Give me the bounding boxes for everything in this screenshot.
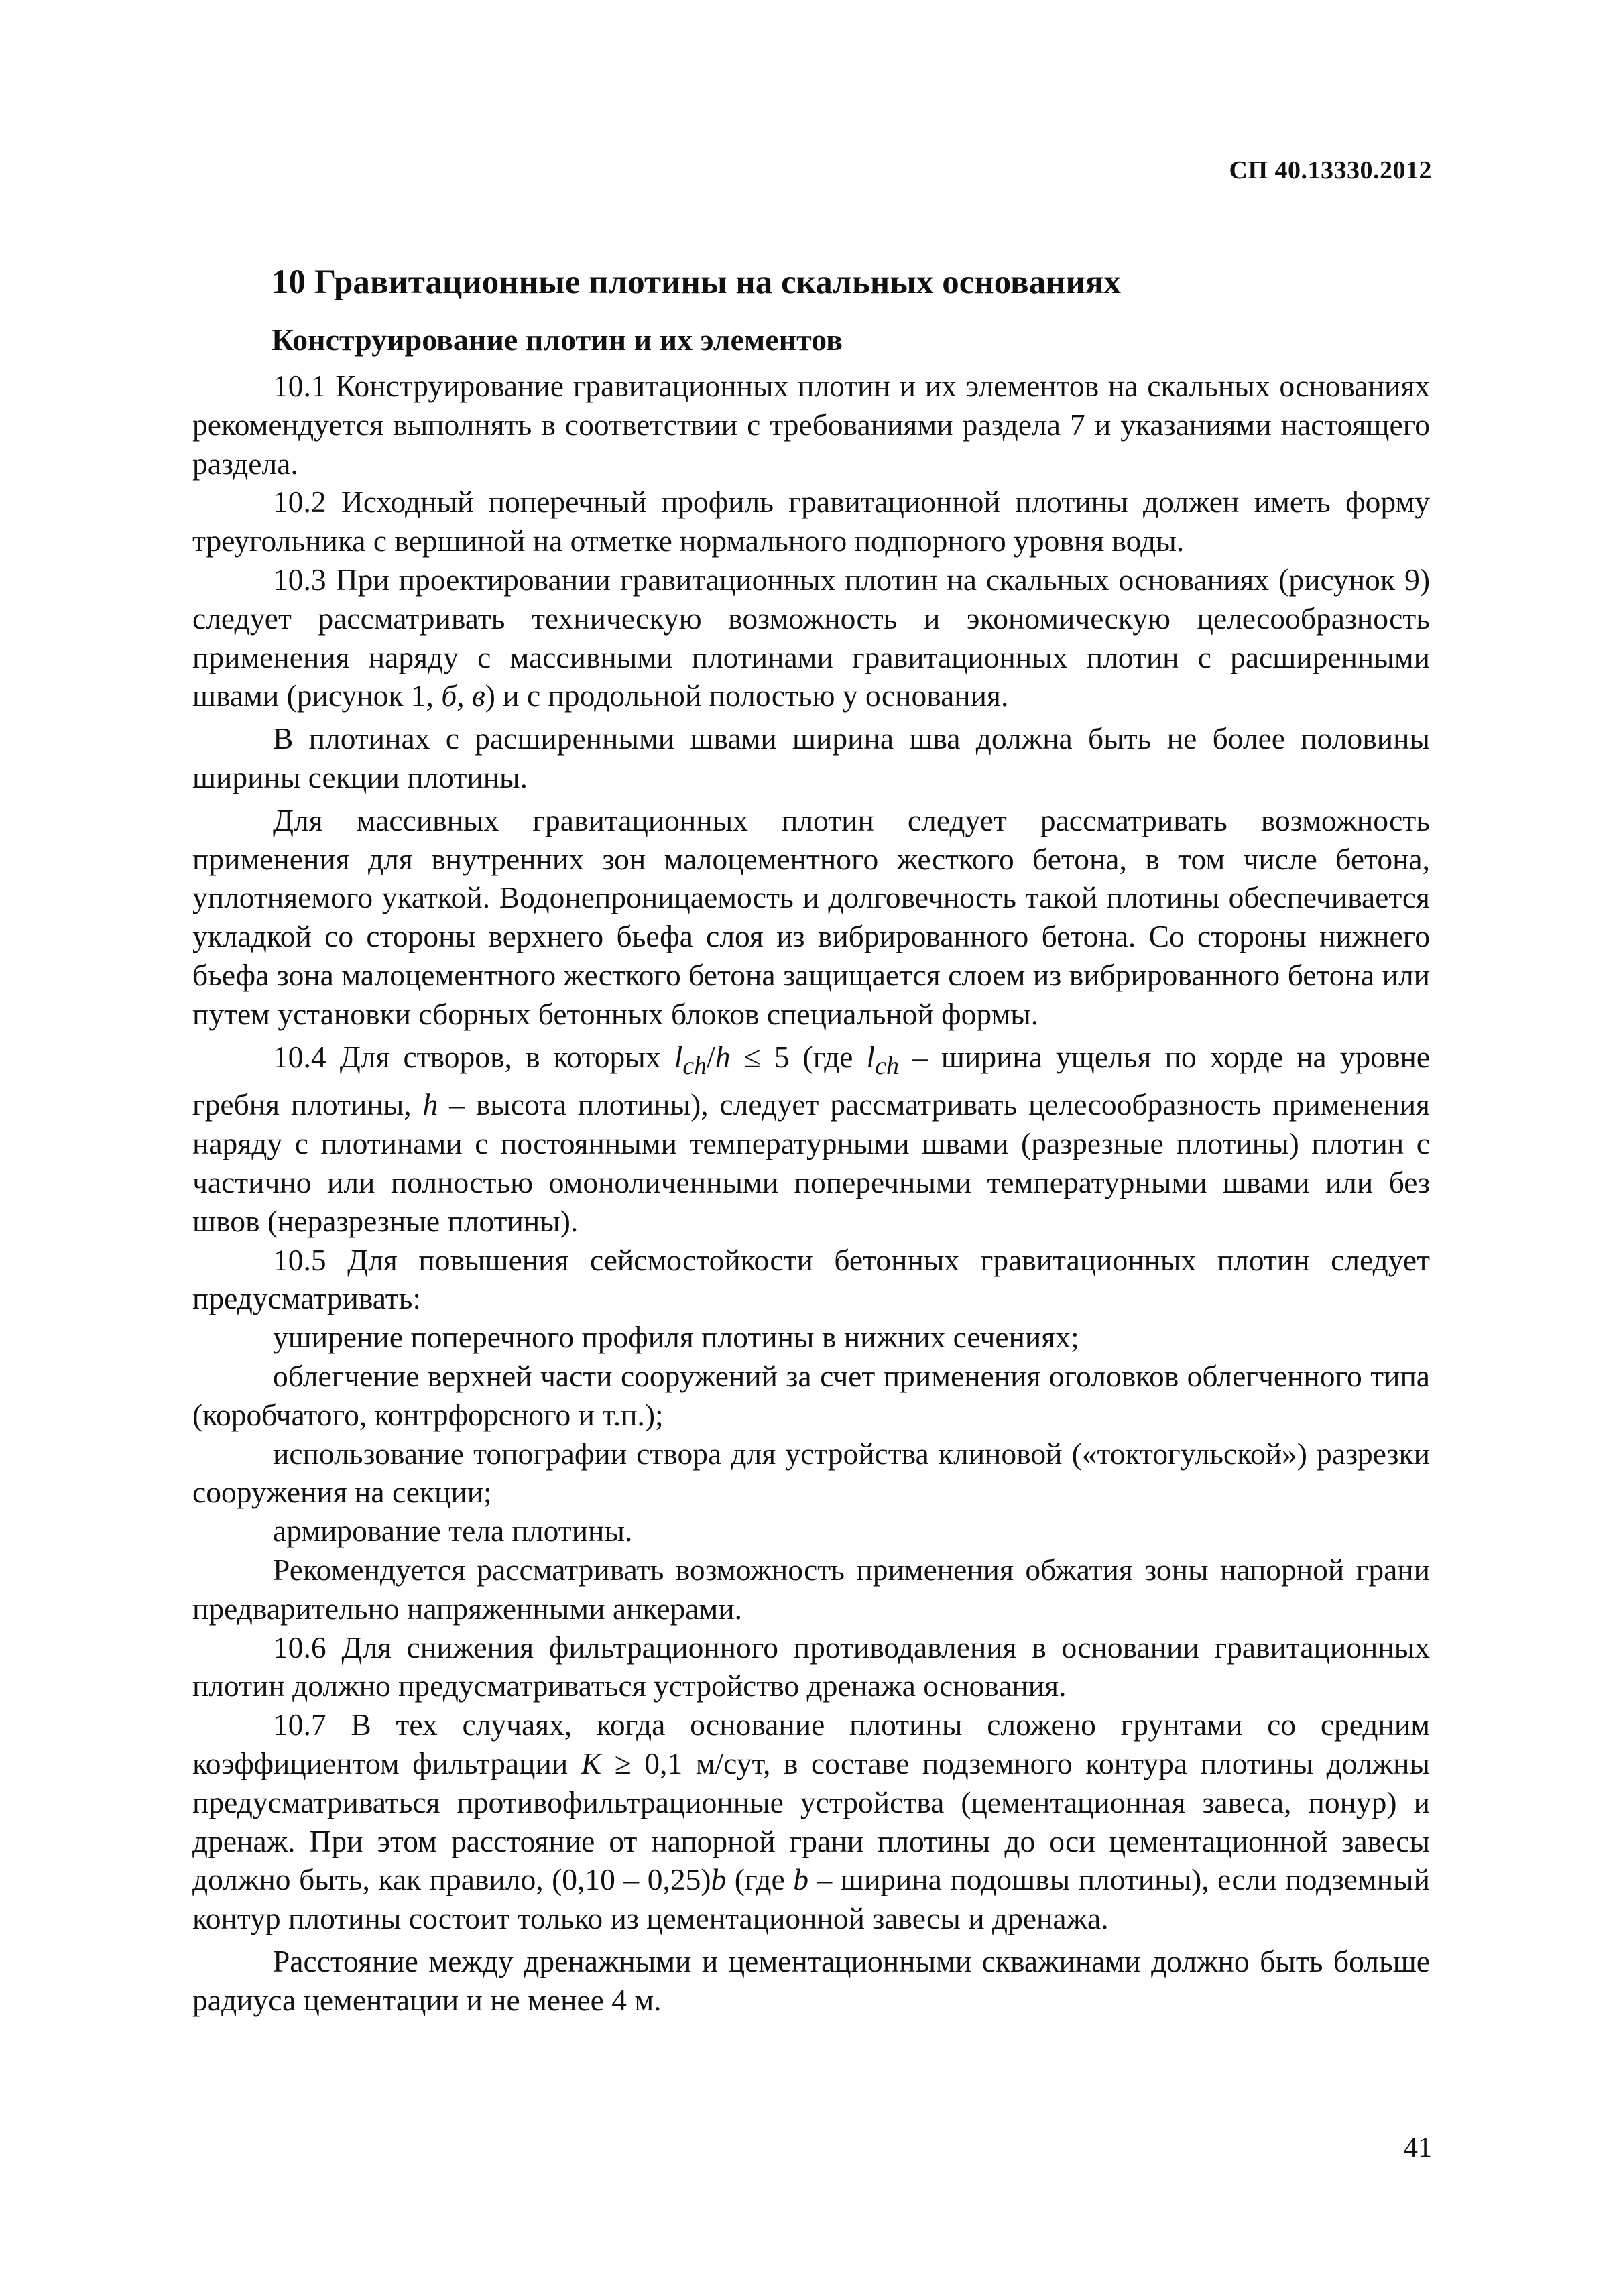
text-span: ) и с продольной полостью у основания. — [485, 678, 1009, 713]
paragraph-prestress: Рекомендуется рассматривать возможность применения обжатия зоны напорной грани предварительно напряженными анкерами. — [192, 1553, 1430, 1626]
paragraph-10-7 — [192, 1705, 1430, 1938]
math-var: l — [674, 1039, 683, 1074]
list-item: армирование тела плотины. — [273, 1514, 633, 1549]
paragraph-10-5: 10.5 Для повышения сейсмостойкости бетонных гравитационных плотин следует предусматривать: — [192, 1242, 1430, 1316]
math-var: h — [715, 1039, 731, 1074]
text-span: ≤ 5 (где — [730, 1039, 867, 1074]
math-var: b — [793, 1862, 808, 1897]
paragraph-well-distance: Расстояние между дренажными и цементационными скважинами должно быть больше радиуса цементации и не менее 4 м. — [192, 1943, 1430, 2017]
paragraph-10-2: 10.2 Исходный поперечный профиль гравитационной плотины должен иметь форму треугольника с вершиной на отметке нормального подпорного уровня воды. — [192, 485, 1430, 558]
text-span: 10.3 При проектировании гравитационных плотин на скальных основаниях (рисунок 9) следует рассматривать техническую возможность и экономическую целесообразность применения наряду с массивными плотинами гравитационных плотин с расширенными швами (рисунок 1, — [192, 562, 1430, 713]
italic-figure-ref: б, в — [441, 678, 485, 713]
text-span: – ширина подошвы плотины), если подземный контур плотины состоит только из цементационной завесы и дренажа. — [192, 1862, 1430, 1936]
math-subscript: ch — [682, 1051, 707, 1080]
paragraph-10-6: 10.6 Для снижения фильтрационного противодавления в основании гравитационных плотин должно предусматриваться устройство дренажа основания. — [192, 1630, 1430, 1703]
text-span: (где — [726, 1862, 794, 1897]
paragraph-massive-dams: Для массивных гравитационных плотин следует рассматривать возможность применения для внутренних зон малоцементного жесткого бетона, в том числе бетона, уплотняемого укаткой. Водонепроницаемость и долговечность такой плотины обеспечивается укладкой со стороны верхнего бьефа слоя из вибрированного бетона. Со стороны нижнего бьефа зона малоцементного жесткого бетона защищается слоем из вибрированного бетона или путем установки сборных бетонных блоков специальной формы. — [192, 802, 1430, 1031]
text-span: – высота плотины), следует рассматривать целесообразность применения наряду с плотинами с постоянными температурными швами (разрезные плотины) плотин с частично или полностью омоноличенными поперечными температурными швами или без швов (неразрезные плотины). — [192, 1087, 1430, 1238]
text-span: / — [707, 1039, 715, 1074]
math-var: b — [711, 1862, 727, 1897]
paragraph-10-3 — [192, 560, 1430, 715]
section-title: 10 Гравитационные плотины на скальных основаниях — [272, 263, 1121, 301]
page-number: 41 — [1404, 2132, 1432, 2163]
paragraph-10-4 — [192, 1038, 1430, 1241]
math-var: h — [422, 1087, 438, 1122]
math-var: K — [581, 1746, 602, 1780]
paragraph-widened-joints: В плотинах с расширенными швами ширина шва должна быть не более половины ширины секции плотины. — [192, 721, 1430, 794]
text-span: 10.7 В тех случаях, когда основание плотины сложено грунтами со средним коэффициентом фильтрации — [192, 1707, 1430, 1780]
math-subscript: ch — [875, 1051, 899, 1080]
list-item: уширение поперечного профиля плотины в нижних сечениях; — [273, 1320, 1079, 1355]
math-var: l — [866, 1039, 876, 1074]
list-item: использование топографии створа для устройства клиновой («токтогульской») разрезки сооружения на секции; — [192, 1436, 1430, 1510]
text-span: ≥ 0,1 м/сут, в составе подземного контура плотины должны предусматриваться противофильтрационные устройства (цементационная завеса, понур) и дренаж. При этом расстояние от напорной грани плотины до оси цементационной завесы должно быть, как правило, (0,10 – 0,25) — [192, 1746, 1430, 1897]
section-subtitle: Конструирование плотин и их элементов — [272, 322, 843, 357]
document-code: СП 40.13330.2012 — [1229, 156, 1432, 184]
list-item: облегчение верхней части сооружений за счет применения оголовков облегченного типа (коробчатого, контрфорсного и т.п.); — [192, 1359, 1430, 1432]
text-span: – ширина ущелья по хорде на уровне гребня плотины, — [192, 1039, 1430, 1122]
text-span: 10.4 Для створов, в которых — [273, 1039, 674, 1074]
document-body — [192, 258, 1430, 2020]
paragraph-10-1: 10.1 Конструирование гравитационных плотин и их элементов на скальных основаниях рекомендуется выполнять в соответствии с требованиями раздела 7 и указаниями настоящего раздела. — [192, 369, 1430, 481]
